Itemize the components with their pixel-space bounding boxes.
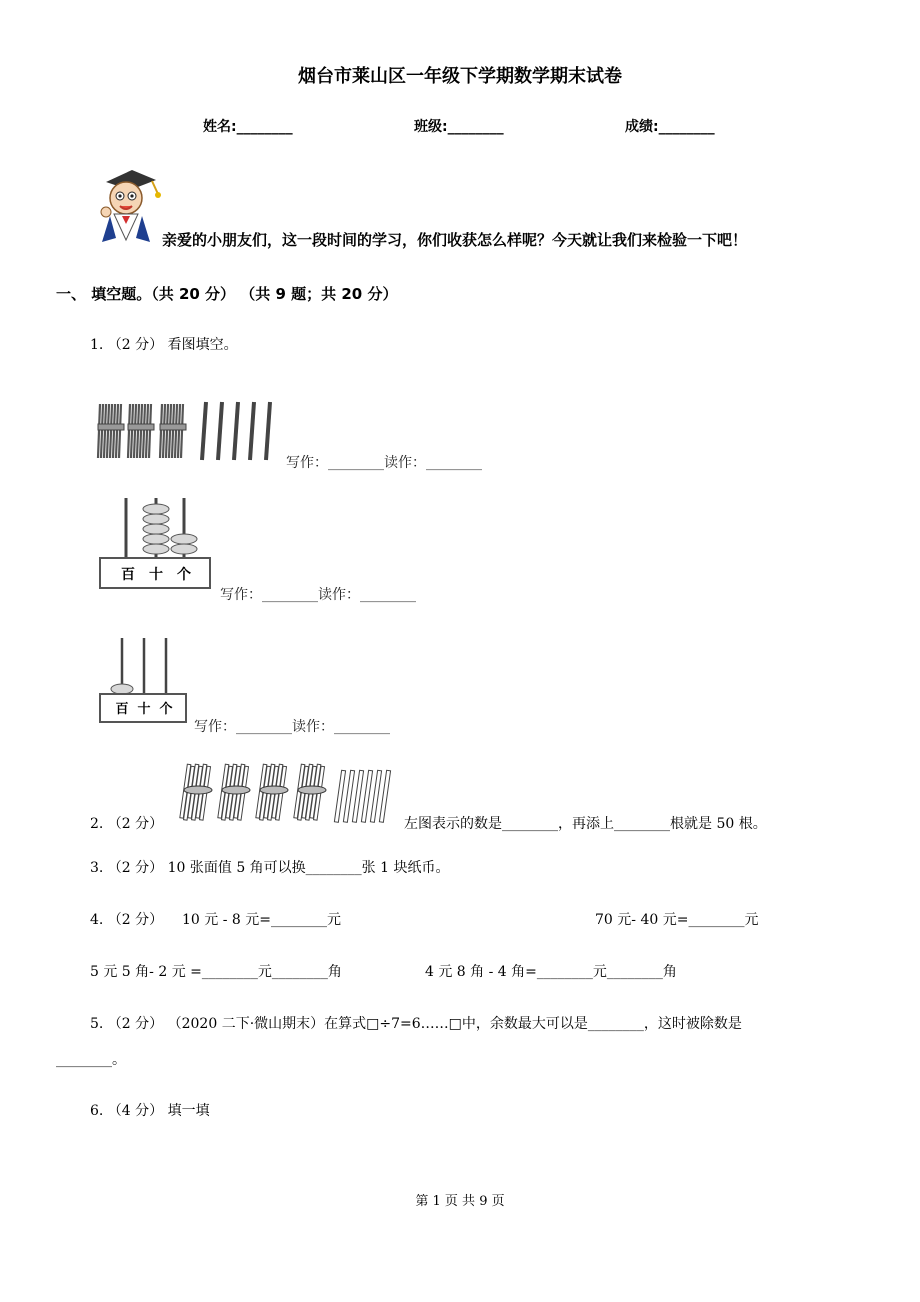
q1c-answer-line[interactable]: 写作：________读作：________ [194,719,390,735]
q1-abacus-image-1 [98,494,212,592]
q1-heading: 1. （2 分） 看图填空。 [90,337,238,353]
single-stick [266,402,270,460]
stick-bundle [180,764,212,820]
q2-stick-bundles-image [180,758,392,824]
abacus2-label-tens: 十 [137,702,151,717]
section-heading-1: 一、 填空题。（共 20 分） （共 9 题；共 20 分） [56,285,398,303]
intro-text: 亲爱的小朋友们，这一段时间的学习，你们收获怎么样呢？今天就让我们来检验一下吧！ [162,231,748,249]
single-stick [234,402,238,460]
page-title: 烟台市莱山区一年级下学期数学期末试卷 [298,66,622,87]
q2-number: 2. （2 分） [90,816,164,832]
q4a-text[interactable]: 10 元 - 8 元=________元 [182,912,341,928]
stick-bundle [128,404,154,458]
single-stick [250,402,254,460]
class-field[interactable]: 班级:________ [414,119,504,135]
stick-bundle [256,764,288,820]
single-stick [218,402,222,460]
stick-bundle [160,404,186,458]
score-field[interactable]: 成绩:________ [625,119,715,135]
page-footer: 第 1 页 共 9 页 [415,1194,505,1209]
name-field[interactable]: 姓名:________ [203,119,293,135]
q2-text[interactable]: 左图表示的数是________，再添上________根就是 50 根。 [404,816,767,832]
abacus1-label-tens: 十 [149,567,163,583]
q1-stick-bundles-image [96,400,282,462]
stick-bundle [218,764,250,820]
stick-bundle [294,764,326,820]
q1a-answer-line[interactable]: 写作：________读作：________ [286,455,482,471]
abacus1-label-hundreds: 百 [121,567,135,583]
q1b-answer-line[interactable]: 写作：________读作：________ [220,587,416,603]
stick-bundle [98,404,124,458]
mascot-image [92,168,164,246]
q5-text[interactable]: 5. （2 分） （2020 二下·微山期末）在算式□÷7=6……□中，余数最大可以是________，这时被除数是 [90,1016,742,1032]
q3-text[interactable]: 3. （2 分） 10 张面值 5 角可以换________张 1 块纸币。 [90,860,450,876]
single-stick [202,402,206,460]
q1-abacus-image-2 [98,634,190,726]
abacus2-label-hundreds: 百 [115,702,129,717]
abacus1-label-ones: 个 [177,567,191,583]
q4d-text[interactable]: 4 元 8 角 - 4 角=________元________角 [425,964,677,980]
q6-text: 6. （4 分） 填一填 [90,1103,210,1119]
abacus2-label-ones: 个 [159,702,173,717]
q5-text-cont[interactable]: ________。 [56,1052,126,1068]
q4b-text[interactable]: 70 元- 40 元=________元 [595,912,759,928]
q4-number: 4. （2 分） [90,912,164,928]
q4c-text[interactable]: 5 元 5 角- 2 元 =________元________角 [90,964,342,980]
